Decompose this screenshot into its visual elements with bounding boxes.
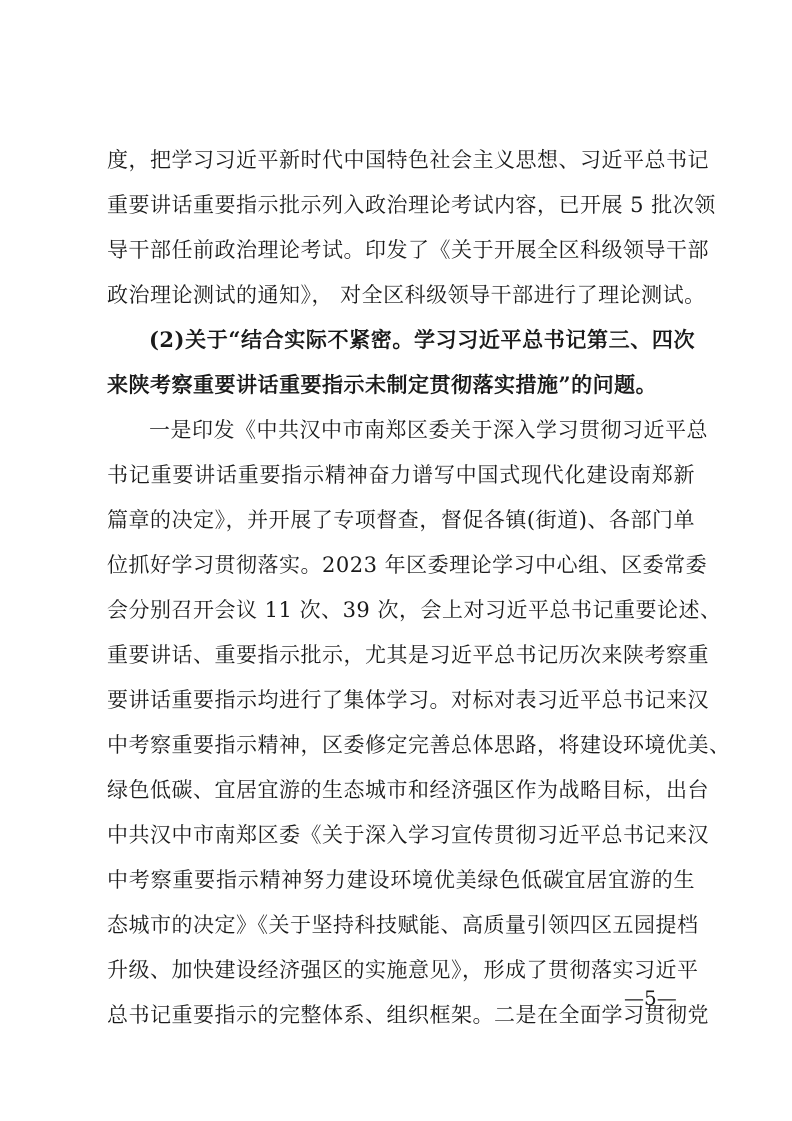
paragraph-line: 度，把学习习近平新时代中国特色社会主义思想、习近平总书记 <box>107 148 709 172</box>
paragraph-line: 会分别召开会议 11 次、39 次，会上对习近平总书记重要论述、 <box>107 598 722 622</box>
paragraph-line: 篇章的决定》，并开展了专项督查，督促各镇(街道)、各部门单 <box>107 508 695 532</box>
paragraph-line: 态城市的决定》《关于坚持科技赋能、高质量引领四区五园提档 <box>107 913 699 937</box>
paragraph-line: 一是印发《中共汉中市南郑区委关于深入学习贯彻习近平总 <box>149 418 708 442</box>
paragraph-line: 导干部任前政治理论考试。印发了《关于开展全区科级领导干部 <box>107 238 709 262</box>
paragraph-line: 中考察重要指示精神，区委修定完善总体思路，将建设环境优美、 <box>107 733 731 757</box>
paragraph-line: 绿色低碳、宜居宜游的生态城市和经济强区作为战略目标，出台 <box>107 778 709 802</box>
paragraph-line: 要讲话重要指示均进行了集体学习。对标对表习近平总书记来汉 <box>107 688 709 712</box>
section-heading-line: 来陕考察重要讲话重要指示未制定贯彻落实措施”的问题。 <box>107 372 658 397</box>
paragraph-line: 重要讲话、重要指示批示，尤其是习近平总书记历次来陕考察重 <box>107 643 709 667</box>
paragraph-line: 中考察重要指示精神努力建设环境优美绿色低碳宜居宜游的生 <box>107 868 695 892</box>
page-number: —5— <box>624 986 677 1010</box>
paragraph-line: 升级、加快建设经济强区的实施意见》，形成了贯彻落实习近平 <box>107 958 699 982</box>
paragraph-line: 总书记重要指示的完整体系、组织框架。二是在全面学习贯彻党 <box>107 1003 709 1027</box>
section-heading-line: (2)关于“结合实际不紧密。学习习近平总书记第三、四次 <box>149 327 695 352</box>
paragraph-line: 政治理论测试的通知》， 对全区科级领导干部进行了理论测试。 <box>107 283 706 307</box>
paragraph-line: 重要讲话重要指示批示列入政治理论考试内容，已开展 5 批次领 <box>107 193 716 217</box>
paragraph-line: 书记重要讲话重要指示精神奋力谱写中国式现代化建设南郑新 <box>107 463 695 487</box>
paragraph-line: 位抓好学习贯彻落实。2023 年区委理论学习中心组、区委常委 <box>107 553 708 577</box>
paragraph-line: 中共汉中市南郑区委《关于深入学习宣传贯彻习近平总书记来汉 <box>107 823 709 847</box>
